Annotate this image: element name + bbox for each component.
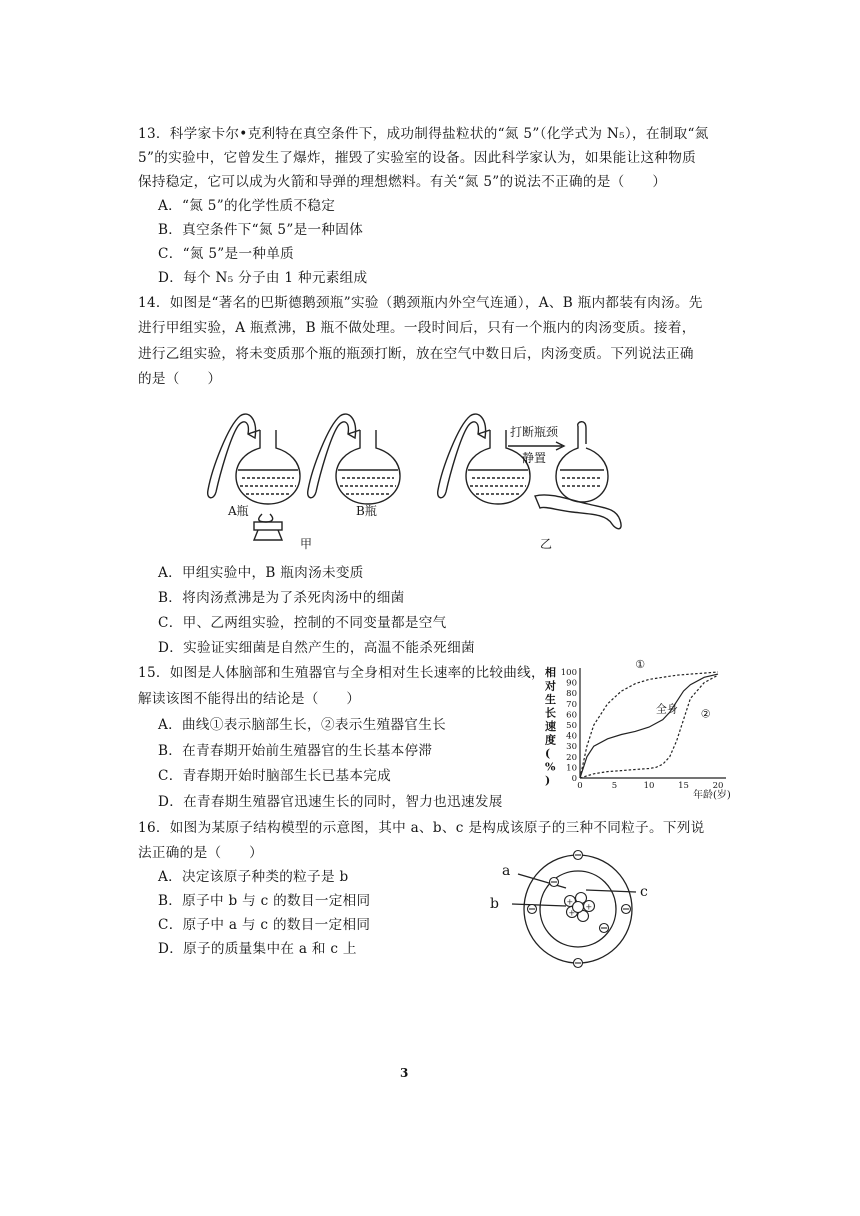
group-yi-label: 乙 [540, 537, 553, 551]
q13-stem-line-3: 保持稳定，它可以成为火箭和导弹的理想燃料。有关“氮 5”的说法不正确的是（ ） [138, 174, 667, 190]
y-axis-label-char: 相 [545, 666, 556, 679]
x-tick-label: 20 [712, 781, 724, 791]
series-label-0: ① [635, 657, 646, 671]
q14-stem-line-2: 进行甲组实验，A 瓶煮沸，B 瓶不做处理。一段时间后，只有一个瓶内的肉汤变质。接着， [138, 320, 696, 336]
q16-stem-line-1: 16．如图为某原子结构模型的示意图，其中 a、b、c 是构成该原子的三种不同粒子。下列说 [138, 820, 705, 836]
y-tick-label: 60 [566, 710, 577, 721]
y-tick-label: 70 [566, 699, 577, 710]
arrow-bottom-label: 静置 [522, 451, 547, 465]
atom-model-figure [488, 846, 658, 970]
q15-option-b: B．在青春期开始前生殖器官的生长基本停滞 [158, 743, 433, 759]
q16-option-d: D．原子的质量集中在 a 和 c 上 [158, 941, 357, 957]
flask-b-label: B瓶 [356, 504, 377, 518]
y-tick-label: 100 [560, 668, 577, 678]
q14-option-d: D．实验证实细菌是自然产生的，高温不能杀死细菌 [158, 640, 475, 656]
q14-stem-line-4: 的是（ ） [138, 371, 222, 387]
group-jia-label: 甲 [300, 537, 313, 551]
arrow-top-label: 打断瓶颈 [510, 425, 559, 439]
growth-rate-chart [535, 657, 750, 804]
y-axis-label-char: ) [545, 774, 551, 787]
y-tick-label: 30 [566, 742, 577, 753]
flask-a-label: A瓶 [228, 504, 249, 518]
y-axis-label-char: 对 [545, 679, 556, 693]
x-tick-label: 15 [678, 781, 689, 791]
q13-option-b: B．真空条件下“氮 5”是一种固体 [158, 222, 364, 238]
series-line-0 [580, 672, 718, 778]
q16-option-b: B．原子中 b 与 c 的数目一定相同 [158, 893, 371, 909]
swan-neck-flask-figure [200, 408, 640, 558]
y-tick-label: 80 [566, 689, 577, 700]
y-axis-label-char: 生 [545, 693, 556, 706]
y-axis-label-char: 长 [545, 706, 556, 720]
y-tick-label: 90 [566, 678, 577, 689]
q14-option-a: A．甲组实验中，B 瓶肉汤未变质 [158, 565, 364, 581]
y-tick-label: 40 [566, 731, 577, 742]
particle-a-label: a [502, 863, 511, 879]
q14-option-c: C．甲、乙两组实验，控制的不同变量都是空气 [158, 615, 447, 631]
q15-option-a: A．曲线①表示脑部生长，②表示生殖器官生长 [158, 717, 446, 733]
svg-text:+: + [566, 897, 574, 907]
y-tick-label: 10 [566, 763, 577, 774]
q14-stem-line-1: 14．如图是“著名的巴斯德鹅颈瓶”实验（鹅颈瓶内外空气连通），A、B 瓶内都装有肉汤。先 [138, 295, 703, 311]
page-number: 3 [400, 1066, 409, 1080]
q13-option-c: C．“氮 5”是一种单质 [158, 246, 295, 262]
q13-stem-line-1: 13．科学家卡尔•克利特在真空条件下，成功制得盐粒状的“氮 5”（化学式为 N₅），在制取“氮 [138, 126, 709, 142]
q15-option-d: D．在青春期生殖器官迅速生长的同时，智力也迅速发展 [158, 794, 503, 810]
q13-option-a: A．“氮 5”的化学性质不稳定 [158, 198, 336, 214]
y-axis-label-char: ( [545, 747, 551, 760]
q14-stem-line-3: 进行乙组实验，将未变质那个瓶的瓶颈打断，放在空气中数日后，肉汤变质。下列说法正确 [138, 346, 694, 362]
y-tick-label: 0 [571, 774, 577, 784]
particle-c-label: c [640, 884, 648, 900]
chart-x-axis-label: 年龄(岁) [693, 790, 731, 801]
q16-option-a: A．决定该原子种类的粒子是 b [158, 869, 349, 885]
q15-option-c: C．青春期开始时脑部生长已基本完成 [158, 768, 391, 784]
q13-stem-line-2: 5”的实验中，它曾发生了爆炸，摧毁了实验室的设备。因此科学家认为，如果能让这种物质 [138, 150, 697, 166]
x-tick-label: 10 [643, 781, 655, 791]
q16-stem-line-2: 法正确的是（ ） [138, 845, 264, 861]
svg-text:+: + [585, 902, 593, 912]
series-label-2: ② [700, 707, 711, 721]
svg-text:+: + [568, 908, 576, 918]
q13-option-d: D．每个 N₅ 分子由 1 种元素组成 [158, 270, 368, 286]
q15-stem-line-1: 15．如图是人体脑部和生殖器官与全身相对生长速率的比较曲线， [138, 665, 545, 681]
x-tick-label: 0 [577, 781, 583, 791]
y-axis-label-char: 速 [545, 720, 556, 733]
q16-option-c: C．原子中 a 与 c 的数目一定相同 [158, 917, 371, 933]
series-label-1: 全身 [655, 702, 678, 716]
particle-b-label: b [490, 896, 499, 912]
q14-option-b: B．将肉汤煮沸是为了杀死肉汤中的细菌 [158, 590, 405, 606]
q15-stem-line-2: 解读该图不能得出的结论是（ ） [138, 691, 361, 707]
y-tick-label: 50 [566, 721, 577, 731]
nucleus [565, 893, 595, 922]
x-tick-label: 5 [611, 781, 618, 791]
chart-y-axis-label [544, 665, 556, 787]
y-axis-label-char: 度 [545, 733, 556, 747]
y-axis-label-char: % [545, 760, 556, 774]
y-tick-label: 20 [566, 752, 577, 763]
